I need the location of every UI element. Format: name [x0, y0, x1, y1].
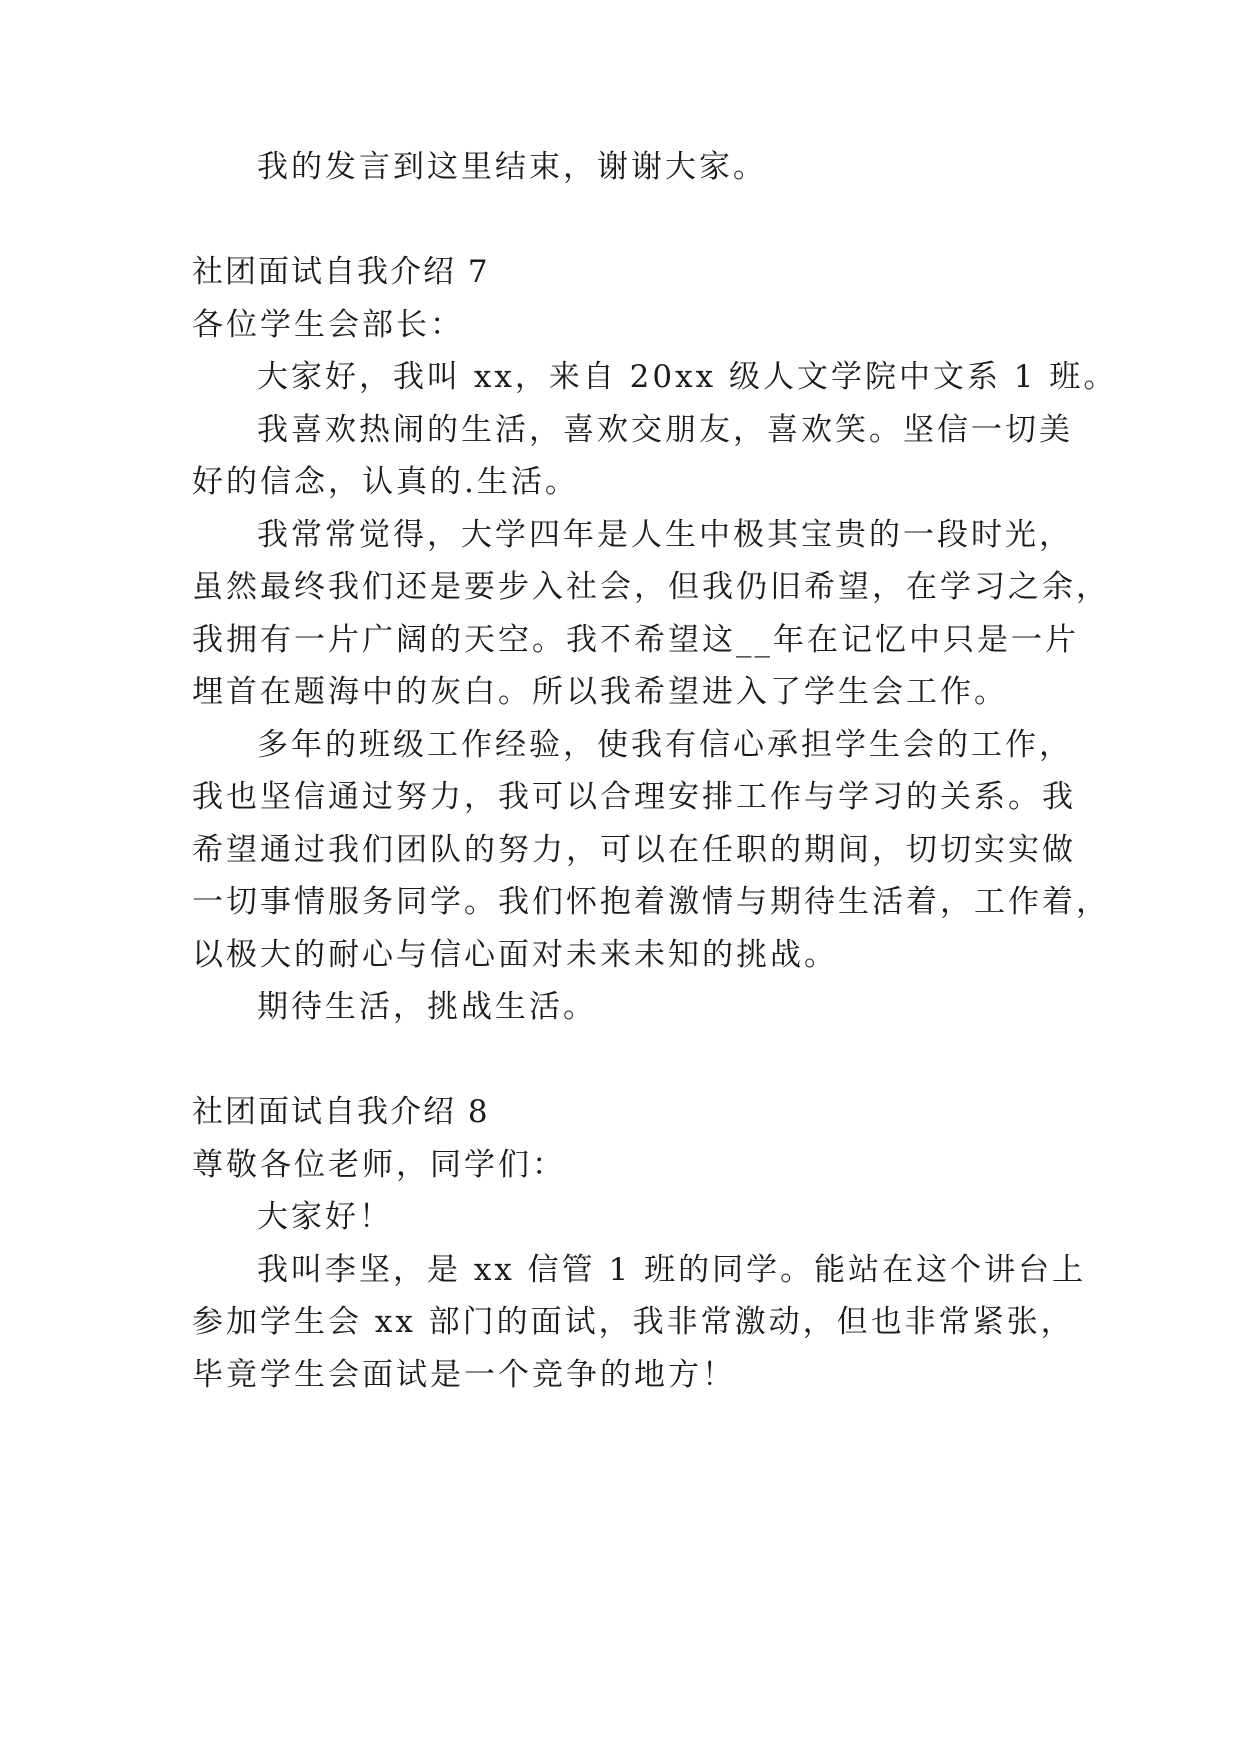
section-heading-8: 社团面试自我介绍 8 — [192, 1094, 490, 1130]
paragraph-line: 多年的班级工作经验，使我有信心承担学生会的工作， — [257, 727, 1073, 763]
salutation-8: 尊敬各位老师，同学们： — [192, 1147, 566, 1183]
paragraph-line: 大家好，我叫 xx，来自 20xx 级人文学院中文系 1 班。 — [257, 359, 1118, 395]
salutation-7: 各位学生会部长： — [192, 307, 464, 343]
paragraph-line: 我喜欢热闹的生活，喜欢交朋友，喜欢笑。坚信一切美 — [257, 412, 1073, 448]
paragraph-line: 好的信念，认真的.生活。 — [192, 464, 579, 500]
paragraph-line: 一切事情服务同学。我们怀抱着激情与期待生活着，工作着， — [192, 884, 1110, 920]
closing-paragraph: 我的发言到这里结束，谢谢大家。 — [257, 149, 767, 185]
paragraph-line: 期待生活，挑战生活。 — [257, 989, 597, 1025]
paragraph-line: 参加学生会 xx 部门的面试，我非常激动，但也非常紧张， — [192, 1304, 1075, 1340]
paragraph-line: 大家好！ — [257, 1199, 393, 1235]
paragraph-line: 希望通过我们团队的努力，可以在任职的期间，切切实实做 — [192, 832, 1076, 868]
section-heading-7: 社团面试自我介绍 7 — [192, 254, 490, 290]
paragraph-line: 埋首在题海中的灰白。所以我希望进入了学生会工作。 — [192, 674, 1008, 710]
paragraph-line: 我叫李坚，是 xx 信管 1 班的同学。能站在这个讲台上 — [257, 1252, 1087, 1288]
paragraph-line: 虽然最终我们还是要步入社会，但我仍旧希望，在学习之余， — [192, 569, 1110, 605]
paragraph-line: 我拥有一片广阔的天空。我不希望这__年在记忆中只是一片 — [192, 622, 1079, 658]
paragraph-line: 以极大的耐心与信心面对未来未知的挑战。 — [192, 937, 838, 973]
paragraph-line: 毕竟学生会面试是一个竞争的地方！ — [192, 1357, 736, 1393]
paragraph-line: 我也坚信通过努力，我可以合理安排工作与学习的关系。我 — [192, 779, 1076, 815]
paragraph-line: 我常常觉得，大学四年是人生中极其宝贵的一段时光， — [257, 517, 1073, 553]
